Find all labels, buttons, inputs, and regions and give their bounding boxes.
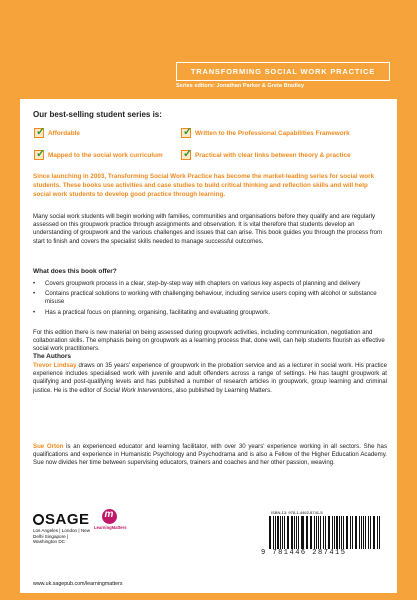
- author-bio-text: , also published by Learning Matters.: [172, 386, 272, 394]
- edition-paragraph: For this edition there is new material on being assessed during groupwork activities, including communication, negotiation and collaboration skills. The emphasis being on groupwork as a learning process that, done well, can help students flourish as effective social work practitioners.: [33, 329, 385, 353]
- offer-text: Contains practical solutions to working with challenging behaviour, including service users coping with alcohol or substance misuse: [45, 290, 377, 306]
- barcode-bar: [310, 516, 311, 549]
- isbn-label: ISBN-13: 978-1-4462-8741-5: [271, 510, 323, 515]
- sage-ring-icon: [33, 514, 44, 525]
- checkbox-icon: [181, 128, 191, 138]
- bullet-icon: •: [33, 290, 36, 298]
- description-paragraph: Many social work students will begin working with families, communities and organisations before they qualify and are regularly assessed on this groupwork practice through assignments and observation. It is vital therefore that students develop an understanding of groupwork and the various challenges and issues that can arise. This book guides you through the process from start to finish and covers the specialist skills needed to manage successful outcomes.: [33, 213, 383, 245]
- feature-label: Practical with clear links between theory & practice: [195, 151, 351, 159]
- feature-label: Mapped to the social work curriculum: [48, 151, 163, 159]
- publisher-cities: Los Angeles | London | New Delhi Singapore | Washington DC: [33, 528, 91, 545]
- barcode-bar: [374, 516, 375, 549]
- book-title: Social Work Interventions: [103, 386, 173, 394]
- learning-matters-icon: [102, 509, 117, 524]
- barcode-bar: [325, 516, 326, 549]
- feature-label: Affordable: [48, 129, 80, 137]
- author-bio-text: draws on 35 years' experience of groupwork in the probation service and as a lecturer in social work. His practice experience includes specialised work with juvenile and adult offenders across a range of settings. He has taught groupwork at qualifying and post-qualifying levels and has published a number of research articles in groupwork, group learning and criminal justice. He is the editor of: [33, 362, 387, 394]
- barcode-bar: [336, 516, 337, 549]
- barcode-bar: [298, 516, 299, 549]
- barcode-bar: [365, 516, 366, 549]
- barcode-bar: [270, 516, 271, 549]
- barcode-bar: [352, 516, 353, 549]
- barcode-bar: [282, 516, 283, 549]
- author-name: Sue Orton: [33, 443, 64, 450]
- author-name: Trevor Lindsay: [33, 362, 77, 369]
- sage-wordmark: SAGE: [45, 511, 90, 528]
- offer-text: Covers groupwork process in a clear, step-by-step way with chapters on various key aspects of planning and delivery: [45, 280, 361, 287]
- author-bio-2: [33, 443, 387, 468]
- barcode-bar: [350, 516, 351, 549]
- bestselling-heading: Our best-selling student series is:: [33, 110, 162, 119]
- list-item: [33, 290, 387, 306]
- list-item: [33, 309, 387, 317]
- feature-item: [34, 150, 163, 160]
- barcode-bar: [314, 516, 315, 549]
- author-bio-1: [33, 362, 387, 395]
- series-title-box: [176, 62, 390, 81]
- barcode: [269, 516, 381, 549]
- imprint-name: LearningMatters: [94, 525, 127, 530]
- series-title: TRANSFORMING SOCIAL WORK PRACTICE: [190, 67, 376, 76]
- barcode-bar: [288, 516, 289, 549]
- checkbox-icon: [34, 150, 44, 160]
- barcode-number: 9 781446 287415: [261, 549, 347, 557]
- authors-heading: The Authors: [33, 353, 72, 360]
- cover-credit: Cover design by Wendy Scott: [382, 468, 387, 521]
- sage-logo: [33, 511, 90, 528]
- barcode-bar: [277, 516, 278, 549]
- checkbox-icon: [34, 128, 44, 138]
- checkbox-icon: [181, 150, 191, 160]
- offer-heading: What does this book offer?: [33, 268, 117, 275]
- barcode-bar: [368, 516, 369, 549]
- bullet-icon: •: [33, 280, 36, 287]
- feature-item: [34, 128, 80, 138]
- author-bio-text: is an experienced educator and learning facilitator, with over 30 years' experience working in all sectors. She has qualifications and experience in Humanistic Psychology and Psychodrama and is also a Fellow of the Higher Education Academy. Sue now divides her time between supervising educators, trainers and coaches and her other passion, weaving.: [33, 443, 387, 467]
- feature-item: [181, 128, 350, 138]
- bullet-icon: •: [33, 308, 36, 316]
- barcode-bar: [320, 516, 321, 549]
- offer-text: Has a practical focus on planning, organising, facilitating and evaluating groupwork.: [45, 308, 270, 316]
- publisher-url[interactable]: www.uk.sagepub.com/learningmatters: [33, 581, 123, 587]
- list-item: [33, 280, 387, 288]
- offer-list: [33, 280, 387, 319]
- series-editors: Series editors: Jonathan Parker & Greta Bradley: [176, 83, 305, 89]
- series-intro: Since launching in 2003, Transforming Social Work Practice has become the market-leading series for social work students. These books use activities and case studies to build critical thinking and reflection skills and will help social work students to develop good practice through learning.: [33, 173, 375, 198]
- barcode-bar: [302, 516, 303, 549]
- barcode-bar: [343, 516, 344, 549]
- barcode-bar: [332, 516, 333, 549]
- learning-matters-logo: [94, 509, 127, 530]
- feature-label: Written to the Professional Capabilities Framework: [195, 129, 350, 137]
- barcode-bar: [291, 516, 292, 549]
- barcode-bar: [359, 516, 360, 549]
- feature-item: [181, 150, 351, 160]
